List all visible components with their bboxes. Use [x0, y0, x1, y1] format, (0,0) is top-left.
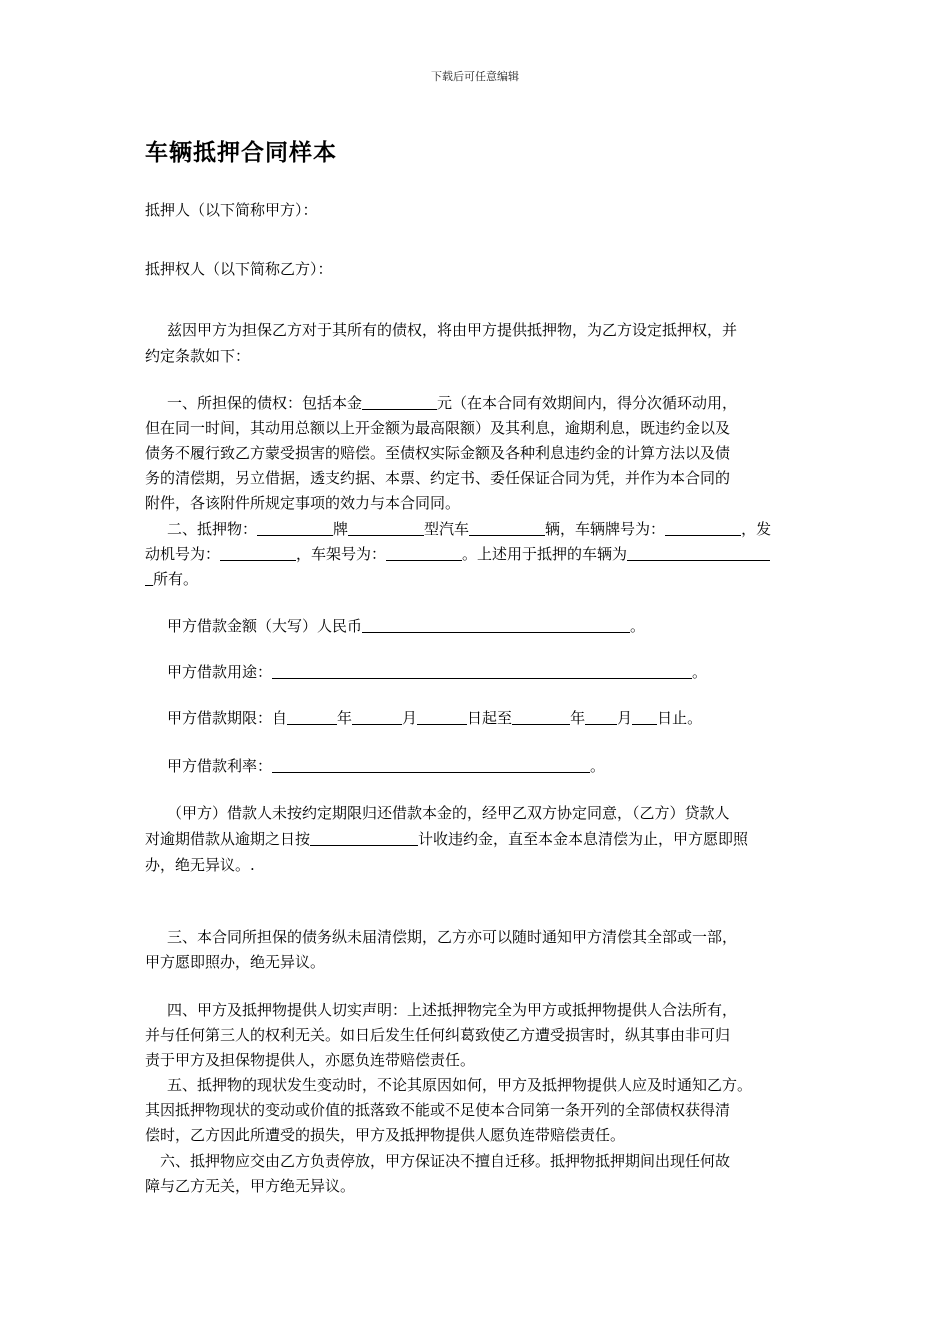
- end-year-blank[interactable]: [512, 708, 570, 725]
- loan-amount-blank[interactable]: [362, 616, 630, 633]
- loan-rate-blank[interactable]: [272, 756, 590, 773]
- article-1-line-3: 债务不履行致乙方蒙受损害的赔偿。至债权实际金额及各种利息违约金的计算方法以及债: [145, 444, 731, 462]
- vehicle-model-blank[interactable]: [348, 519, 424, 536]
- article-2-line-2: [145, 542, 815, 566]
- article-1-text-b: 元（在本合同有效期间内，得分次循环动用，: [437, 394, 738, 412]
- article-6-line-2: 障与乙方无关，甲方绝无异议。: [145, 1177, 356, 1195]
- article-2-text-g: ，车架号为：: [296, 545, 387, 563]
- loan-purpose-blank[interactable]: [272, 662, 692, 679]
- loan-term-from: 日起至: [467, 709, 513, 727]
- end-year-unit: 年: [570, 709, 586, 727]
- start-month-blank[interactable]: [352, 708, 402, 725]
- article-2-line-3: [145, 567, 815, 591]
- loan-rate-end: 。: [590, 757, 606, 775]
- mortgagee-line: 抵押权人（以下简称乙方）：: [145, 260, 333, 278]
- loan-rate-label: 甲方借款利率：: [167, 757, 273, 775]
- page-header-note: 下载后可任意编辑: [431, 70, 519, 83]
- article-2-text-e: ，发: [741, 520, 772, 538]
- article-4-line-1: 四、甲方及抵押物提供人切实声明：上述抵押物完全为甲方或抵押物提供人合法所有，: [167, 1001, 738, 1019]
- article-1-line-5: 附件，各该附件所规定事项的效力与本合同同。: [145, 494, 461, 512]
- article-1-line-2: 但在同一时间，其动用总额以上开金额为最高限额）及其利息，逾期利息，既违约金以及: [145, 419, 731, 437]
- overdue-line-3: 办，绝无异议。.: [145, 856, 255, 874]
- loan-purpose-end: 。: [692, 663, 708, 681]
- loan-term-line: [145, 706, 815, 730]
- start-year-blank[interactable]: [287, 708, 337, 725]
- article-5-line-3: 偿时，乙方因此所遭受的损失，甲方及抵押物提供人愿负连带赔偿责任。: [145, 1126, 626, 1144]
- vehicle-brand-blank[interactable]: [257, 519, 333, 536]
- article-6-line-1: 六、抵押物应交由乙方负责停放，甲方保证决不擅自迁移。抵押物抵押期间出现任何故: [160, 1152, 731, 1170]
- article-2-text-c: 型汽车: [424, 520, 470, 538]
- article-2-text-i: 所有。: [153, 570, 199, 588]
- loan-amount-line: [145, 614, 815, 638]
- engine-number-blank[interactable]: [220, 544, 296, 561]
- overdue-text-a: 对逾期借款从逾期之日按: [145, 830, 311, 848]
- preamble-line-2: 约定条款如下：: [145, 347, 251, 365]
- frame-number-blank[interactable]: [386, 544, 462, 561]
- document-title: 车辆抵押合同样本: [145, 140, 337, 166]
- loan-amount-label: 甲方借款金额（大写）人民币: [167, 617, 363, 635]
- article-1-text-a: 一、所担保的债权：包括本金: [167, 394, 363, 412]
- start-month-unit: 月: [402, 709, 418, 727]
- article-1-line-4: 务的清偿期，另立借据，透支约据、本票、约定书、委任保证合同为凭，并作为本合同的: [145, 469, 731, 487]
- article-3-line-1: 三、本合同所担保的债务纵未届清偿期，乙方亦可以随时通知甲方清偿其全部或一部，: [167, 928, 738, 946]
- article-2-text-d: 辆，车辆牌号为：: [545, 520, 666, 538]
- vehicle-count-blank[interactable]: [469, 519, 545, 536]
- end-day-blank[interactable]: [632, 708, 657, 725]
- loan-term-label: 甲方借款期限：自: [167, 709, 288, 727]
- start-year-unit: 年: [337, 709, 353, 727]
- vehicle-owner-blank-cont[interactable]: [145, 569, 153, 586]
- article-4-line-2: 并与任何第三人的权利无关。如日后发生任何纠葛致使乙方遭受损害时，纵其事由非可归: [145, 1026, 731, 1044]
- plate-number-blank[interactable]: [665, 519, 741, 536]
- article-2-line-1: [145, 517, 815, 541]
- vehicle-owner-blank[interactable]: [627, 544, 770, 561]
- article-4-line-3: 责于甲方及担保物提供人，亦愿负连带赔偿责任。: [145, 1051, 476, 1069]
- principal-amount-blank[interactable]: [362, 393, 437, 410]
- loan-purpose-line: [145, 660, 815, 684]
- end-month-blank[interactable]: [585, 708, 617, 725]
- overdue-text-b: 计收违约金，直至本金本息清偿为止，甲方愿即照: [418, 830, 749, 848]
- article-3-line-2: 甲方愿即照办，绝无异议。: [145, 953, 326, 971]
- loan-rate-line: [145, 754, 815, 778]
- overdue-line-2: [145, 827, 815, 851]
- article-5-line-2: 其因抵押物现状的变动或价值的抵落致不能或不足使本合同第一条开列的全部债权获得清: [145, 1101, 731, 1119]
- article-2-text-b: 牌: [333, 520, 349, 538]
- end-month-unit: 月: [617, 709, 633, 727]
- article-1-line-1: [145, 391, 815, 415]
- penalty-rate-blank[interactable]: [310, 829, 418, 846]
- article-2-text-a: 二、抵押物：: [167, 520, 258, 538]
- start-day-blank[interactable]: [417, 708, 467, 725]
- article-2-text-h: 。上述用于抵押的车辆为: [462, 545, 628, 563]
- preamble-line-1: 兹因甲方为担保乙方对于其所有的债权，将由甲方提供抵押物，为乙方设定抵押权，并: [167, 321, 738, 339]
- loan-purpose-label: 甲方借款用途：: [167, 663, 273, 681]
- article-5-line-1: 五、抵押物的现状发生变动时，不论其原因如何，甲方及抵押物提供人应及时通知乙方。: [167, 1076, 753, 1094]
- loan-term-end: 日止。: [657, 709, 703, 727]
- overdue-line-1: （甲方）借款人未按约定期限归还借款本金的，经甲乙双方协定同意，（乙方）贷款人: [167, 804, 730, 822]
- mortgagor-line: 抵押人（以下简称甲方）：: [145, 201, 318, 219]
- loan-amount-end: 。: [630, 617, 646, 635]
- article-2-text-f: 动机号为：: [145, 545, 221, 563]
